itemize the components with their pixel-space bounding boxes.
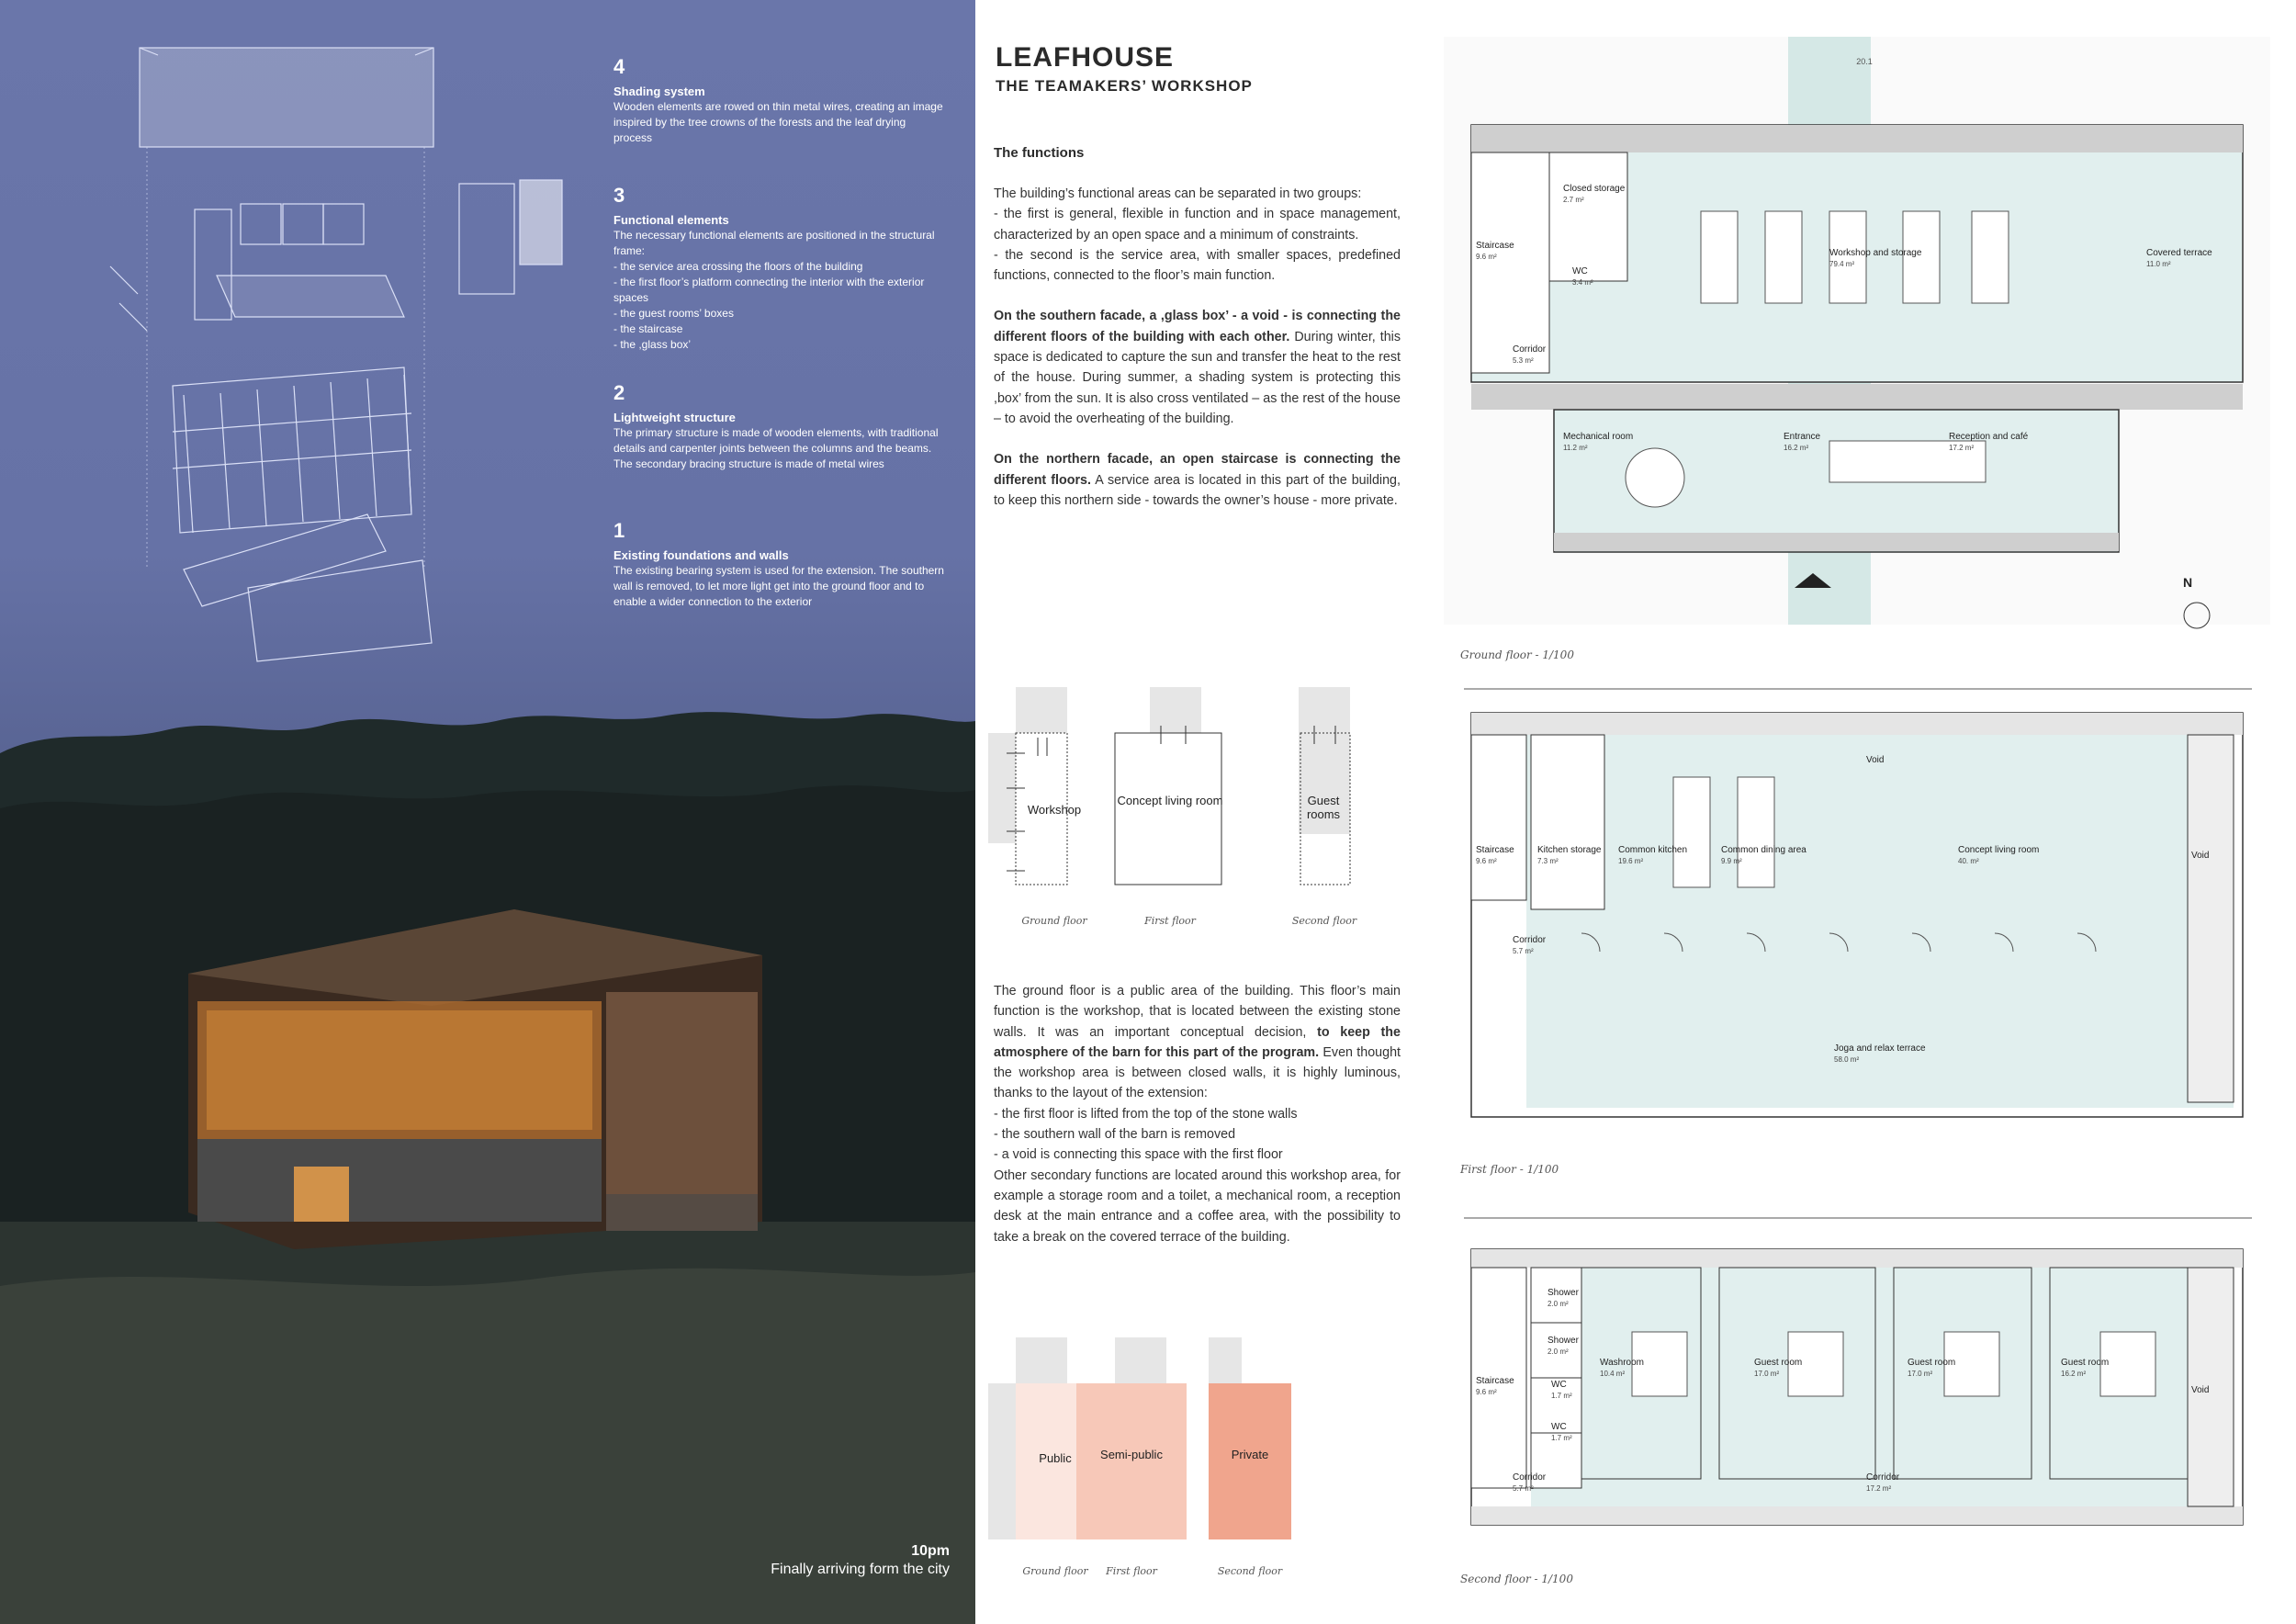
room-guest-2: Guest room 17.0 m² bbox=[1908, 1358, 1956, 1378]
room-wc-2: WC 1.7 m² bbox=[1551, 1422, 1572, 1442]
step-title: Shading system bbox=[613, 85, 705, 98]
ground-floor-caption: Ground floor - 1/100 bbox=[1460, 648, 1574, 661]
text-column bbox=[975, 0, 1435, 1624]
room-staircase: Staircase 9.6 m² bbox=[1476, 845, 1514, 865]
room-guest-1: Guest room 17.0 m² bbox=[1754, 1358, 1803, 1378]
step-4 bbox=[613, 55, 944, 146]
room-closed-storage: Closed storage 2.7 m² bbox=[1563, 184, 1626, 204]
first-floor-caption: First floor - 1/100 bbox=[1460, 1163, 1559, 1176]
first-floor-plan bbox=[1444, 676, 2270, 1154]
paragraph: During winter, this space is dedicated to capture the sun and transfer the heat to the rest of the house. During summer, a shading system is protecting this ,box’ from the sun. It is also cross ventilated – as the rest of the house – to avoid the overheating of the building. bbox=[994, 329, 1401, 426]
room-workshop: Workshop and storage 79.4 m² bbox=[1829, 248, 1922, 268]
privacy-diagram bbox=[988, 1337, 1411, 1549]
left-panel bbox=[0, 0, 975, 1624]
step-3 bbox=[613, 184, 944, 353]
project-subtitle: THE TEAMAKERS’ WORKSHOP bbox=[996, 77, 1253, 95]
step-number: 1 bbox=[613, 519, 625, 542]
room-corridor-1: Corridor 5.7 m² bbox=[1513, 1472, 1547, 1493]
step-list-item: - the service area crossing the floors of the building bbox=[613, 260, 863, 273]
step-number: 3 bbox=[613, 184, 625, 207]
exploded-axonometric bbox=[110, 48, 562, 661]
step-text: The primary structure is made of wooden elements, with traditional details and carpenter joints between the columns and the beams. The secondary bracing structure is made of metal wires bbox=[613, 426, 939, 470]
room-shower-1: Shower 2.0 m² bbox=[1548, 1288, 1579, 1308]
second-floor-caption: Second floor - 1/100 bbox=[1460, 1573, 1573, 1585]
paragraph: Even thought the workshop area is between closed walls, it is highly luminous, thanks to the layout of the extension: bbox=[994, 1044, 1401, 1101]
ground-overall-dim: 20.1 bbox=[1856, 57, 1873, 66]
room-common-kitchen: Common kitchen 19.6 m² bbox=[1618, 845, 1688, 865]
diagram-label-workshop: Workshop bbox=[1027, 803, 1082, 817]
diagram-label-semi-public: Semi-public bbox=[1100, 1448, 1163, 1461]
step-2 bbox=[613, 381, 944, 472]
diagram-caption: First floor bbox=[1106, 1565, 1157, 1577]
step-1 bbox=[613, 519, 944, 610]
diagram-label-guest: Guest rooms bbox=[1306, 794, 1341, 821]
house-render bbox=[188, 909, 762, 1249]
paragraph-bold: On the northern facade, an open staircase is connecting the different floors. bbox=[994, 452, 1401, 488]
paragraph-bold: to keep the atmosphere of the barn for this part of the program. bbox=[994, 1024, 1401, 1060]
caption-text: Finally arriving form the city bbox=[771, 1562, 950, 1577]
room-yoga-terrace: Joga and relax terrace 58.0 m² bbox=[1834, 1043, 1926, 1064]
room-shower-2: Shower 2.0 m² bbox=[1548, 1336, 1579, 1356]
room-reception: Reception and café 17.2 m² bbox=[1949, 432, 2029, 452]
diagram-caption: Ground floor bbox=[1021, 915, 1087, 927]
room-corridor: Corridor 5.7 m² bbox=[1513, 935, 1547, 955]
caption-time: 10pm bbox=[911, 1543, 950, 1559]
diagram-caption: First floor bbox=[1144, 915, 1196, 927]
paragraph: A service area is located in this part of the building, to keep this northern side - towards the owner’s house - more private. bbox=[994, 472, 1401, 508]
room-void: Void bbox=[2191, 1385, 2210, 1395]
floor-plans bbox=[1435, 0, 2296, 1624]
room-corridor: Corridor 5.3 m² bbox=[1513, 344, 1547, 365]
room-washroom: Washroom 10.4 m² bbox=[1600, 1358, 1644, 1378]
paragraph: The building’s functional areas can be separated in two groups: bbox=[994, 186, 1362, 201]
diagram-caption: Ground floor bbox=[1022, 1565, 1088, 1577]
step-list-item: - the guest rooms’ boxes bbox=[613, 307, 734, 320]
step-text: The existing bearing system is used for the extension. The southern wall is removed, to let more light get into the ground floor and to enable a wider connection to the exterior bbox=[613, 564, 944, 608]
room-mechanical: Mechanical room 11.2 m² bbox=[1563, 432, 1634, 452]
project-title: LEAFHOUSE bbox=[996, 42, 1175, 73]
list-item: - the first floor is lifted from the top of the stone walls bbox=[994, 1106, 1298, 1122]
functions-text bbox=[994, 184, 1401, 531]
step-text: The necessary functional elements are positioned in the structural frame: bbox=[613, 229, 935, 257]
step-title: Existing foundations and walls bbox=[613, 548, 789, 562]
functions-heading: The functions bbox=[994, 145, 1085, 161]
step-list-item: - the ,glass box’ bbox=[613, 338, 692, 351]
step-number: 2 bbox=[613, 381, 625, 404]
ground-floor-plan bbox=[1444, 37, 2270, 643]
room-wc: WC 3.4 m² bbox=[1572, 266, 1593, 287]
list-item: - the second is the service area, with smaller spaces, predefined functions, connected to the floor’s main function. bbox=[994, 247, 1401, 284]
north-arrow-label: N bbox=[2183, 575, 2193, 590]
room-covered-terrace: Covered terrace 11.0 m² bbox=[2146, 248, 2212, 268]
diagram-label-public: Public bbox=[1039, 1451, 1072, 1465]
step-list-item: - the staircase bbox=[613, 322, 683, 335]
paragraph: Other secondary functions are located around this workshop area, for example a storage room and a toilet, a mechanical room, a reception desk at the main entrance and a coffee area, with the possibility to take a break on the covered terrace of the building. bbox=[994, 1167, 1401, 1245]
step-title: Lightweight structure bbox=[613, 411, 736, 424]
room-wc-1: WC 1.7 m² bbox=[1551, 1380, 1572, 1400]
room-staircase: Staircase 9.6 m² bbox=[1476, 241, 1514, 261]
paragraph-bold: On the southern facade, a ,glass box’ - a void - is connecting the different floors of the building with each other. bbox=[994, 309, 1401, 344]
ground-floor-text bbox=[994, 981, 1401, 1247]
list-item: - a void is connecting this space with the first floor bbox=[994, 1147, 1283, 1163]
diagram-caption: Second floor bbox=[1291, 915, 1357, 927]
step-title: Functional elements bbox=[613, 213, 729, 227]
room-staircase: Staircase 9.6 m² bbox=[1476, 1376, 1514, 1396]
diagram-label-private: Private bbox=[1231, 1448, 1269, 1461]
room-guest-3: Guest room 16.2 m² bbox=[2061, 1358, 2110, 1378]
diagram-label-concept: Concept living room bbox=[1117, 794, 1223, 807]
step-number: 4 bbox=[613, 55, 625, 78]
step-list-item: - the first floor’s platform connecting the interior with the exterior spaces bbox=[613, 276, 925, 304]
room-void-right: Void bbox=[2191, 851, 2210, 861]
room-entrance: Entrance 16.2 m² bbox=[1784, 432, 1821, 452]
room-concept-living: Concept living room 40. m² bbox=[1958, 845, 2040, 865]
list-item: - the southern wall of the barn is removed bbox=[994, 1127, 1236, 1143]
room-common-dining: Common dining area 9.9 m² bbox=[1721, 845, 1806, 865]
list-item: - the first is general, flexible in function and in space management, characterized by an open space and a minimum of constraints. bbox=[994, 207, 1401, 242]
room-corridor-2: Corridor 17.2 m² bbox=[1866, 1472, 1900, 1493]
paragraph: The ground floor is a public area of the building. This floor’s main function is the workshop, that is located between the existing stone walls. It was an important conceptual decision, bbox=[994, 984, 1401, 1040]
room-kitchen-storage: Kitchen storage 7.3 m² bbox=[1537, 845, 1602, 865]
diagram-caption: Second floor bbox=[1217, 1565, 1283, 1577]
room-void-top: Void bbox=[1866, 755, 1885, 765]
step-text: Wooden elements are rowed on thin metal wires, creating an image inspired by the tree crowns of the forests and the leaf drying process bbox=[613, 100, 943, 144]
